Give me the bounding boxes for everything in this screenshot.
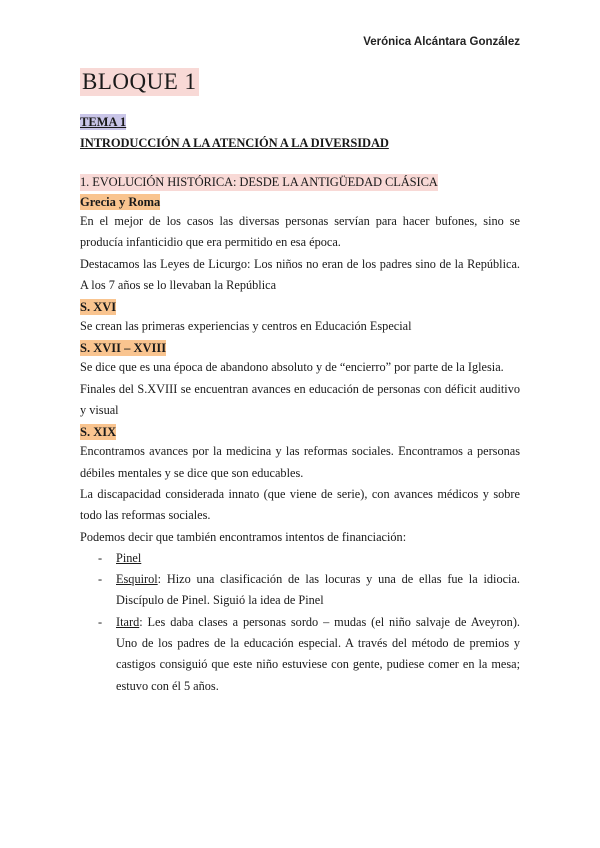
- paragraph: La discapacidad considerada innato (que viene de serie), con avances médicos y sobre todo las reformas sociales.: [80, 486, 520, 523]
- tema-row: [80, 96, 520, 131]
- list-item: [98, 569, 520, 612]
- dash-bullet: -: [98, 614, 103, 629]
- paragraph: Se dice que es una época de abandono absoluto y de “encierro” por parte de la Iglesia.: [80, 360, 504, 375]
- section-heading-row: [80, 151, 520, 191]
- paragraph: Encontramos avances por la medicina y las reformas sociales. Encontramos a personas débiles mentales y se dice que son educables.: [80, 444, 520, 480]
- tema-label: TEMA 1: [80, 115, 127, 129]
- period-label: S. XVII – XVIII: [80, 341, 167, 356]
- paragraph: Se crean las primeras experiencias y centros en Educación Especial: [80, 319, 412, 334]
- period-label: S. XVI: [80, 300, 117, 315]
- block-title-row: [80, 66, 520, 96]
- period-section: [80, 337, 520, 421]
- dash-bullet: -: [98, 572, 103, 587]
- topic-title: INTRODUCCIÓN A LA ATENCIÓN A LA DIVERSIDAD: [80, 136, 389, 150]
- list-item-text: : Les daba clases a personas sordo – mudas (el niño salvaje de Aveyron). Uno de los padres de la educación especial. A través del método de premios y castigos consiguió que este niño estuviese con gente, pudiese comer en la mesa; estuvo con él 5 años.: [116, 614, 520, 693]
- list-item: [98, 612, 520, 697]
- dash-list: [80, 548, 520, 697]
- document-author: Verónica Alcántara González: [363, 36, 520, 48]
- list-item: [98, 548, 520, 569]
- list-item-text: : Hizo una clasificación de las locuras y una de ellas fue la idiocia. Discípulo de Pinel. Siguió la idea de Pinel: [116, 572, 520, 608]
- period-label: Grecia y Roma: [80, 195, 161, 209]
- paragraph: En el mejor de los casos las diversas personas servían para hacer bufones, sino se producía infanticidio que era permitido en esa época.: [80, 214, 520, 250]
- dash-bullet: -: [98, 550, 103, 565]
- paragraph: Podemos decir que también encontramos intentos de financiación:: [80, 529, 407, 544]
- period-section: [80, 421, 520, 547]
- person-name: Esquirol: [116, 572, 158, 587]
- period-section: [80, 296, 520, 337]
- paragraph: Destacamos las Leyes de Licurgo: Los niños no eran de los padres sino de la República. A los 7 años se lo llevaban la República: [80, 256, 520, 292]
- period-section: [80, 191, 520, 296]
- section-heading: 1. EVOLUCIÓN HISTÓRICA: DESDE LA ANTIGÜEDAD CLÁSICA: [80, 175, 438, 189]
- block-title: BLOQUE 1: [82, 69, 197, 94]
- paragraph: Finales del S.XVIII se encuentran avances en educación de personas con déficit auditivo y visual: [80, 381, 520, 418]
- period-label: S. XIX: [80, 425, 117, 440]
- person-name: Itard: [116, 614, 140, 629]
- person-name: Pinel: [116, 550, 142, 565]
- document-body: [80, 66, 520, 697]
